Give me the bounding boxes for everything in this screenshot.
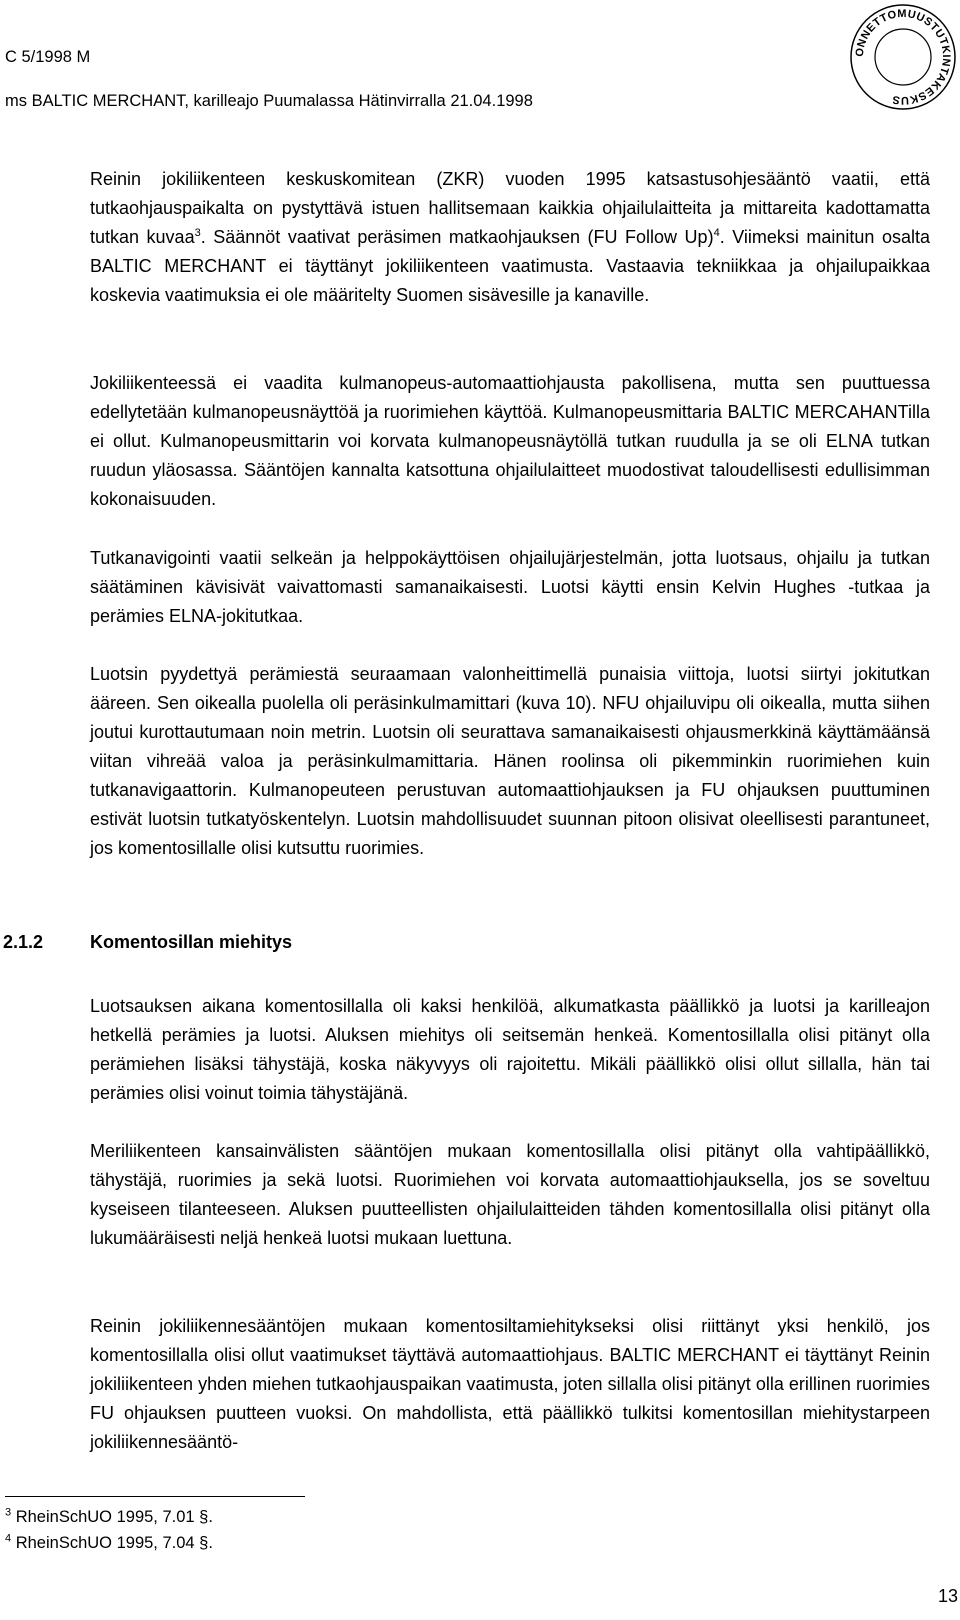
- onnettomuustutkintakeskus-seal-icon: [846, 0, 960, 114]
- page-number: 13: [937, 1586, 958, 1606]
- footnote-ref-4: 4: [713, 227, 720, 239]
- paragraph-international-rules: Meriliikenteen kansainvälisten sääntöjen mukaan komentosillalla olisi pitänyt olla vahtipäällikkö, tähystäjä, ruorimies ja sekä luotsi. Ruorimiehen voi korvata automaattiohjauksella, jos se soveltuu kyseiseen tilanteeseen. Aluksen puutteellisten ohjailulaitteiden tähden komentosillalla olisi pitänyt olla lukumääräisesti neljä henkeä luotsi mukaan luettuna.: [90, 1141, 930, 1248]
- paragraph-pilot-actions: Luotsin pyydettyä perämiestä seuraamaan valonheittimellä punaisia viittoja, luotsi siirtyi jokitutkan ääreen. Sen oikealla puolella oli peräsinkulmamittari (kuva 10). NFU ohjailuvipu oli oikealla, mutta siihen joutui kurottautumaan noin metrin. Luotsin oli seurattava samanaikaisesti ohjausmerkkinä käyttämäänsä viitan vihreää valoa ja peräsinkulmamittaria. Hänen roolinsa oli pikemminkin ruorimiehen kuin tutkanavigaattorin. Kulmanopeuteen perustuvan automaattiohjauksen ja FU ohjauksen puuttuminen estivät luotsin tutkatyöskentelyn. Luotsin mahdollisuudet suunnan pitoon olisivat oleellisesti parantuneet, jos komentosillalle olisi kutsuttu ruorimies.: [90, 664, 930, 858]
- footnote-4: $^4$ RheinSchUO 1995, 7.04 §.: [5, 1532, 213, 1552]
- paragraph-steering-requirements: Reinin jokiliikenteen keskuskomitean (ZKR) vuoden 1995 katsastusohjesääntö vaatii, että tutkaohjauspaikalta on pystyttävä istuen hallitsemaan kaikkia ohjailulaitteita ja mittareita kadottamatta tutkan kuvaa$^3$. Säännöt vaativat peräsimen matkaohjauksen (FU Follow Up)$^4$. Viimeksi mainitun osalta BALTIC MERCHANT ei täyttänyt jokiliikenteen vaatimusta. Vastaavia tekniikkaa ja ohjailupaikkaa koskevia vaatimuksia ei ole määritelty Suomen sisävesille ja kanaville.: [90, 169, 930, 305]
- report-subtitle: ms BALTIC MERCHANT, karilleajo Puumalassa Hätinvirralla 21.04.1998: [5, 92, 533, 110]
- report-id: C 5/1998 M: [5, 48, 91, 66]
- section-number: 2.1.2: [3, 932, 44, 952]
- paragraph-rhine-rules: Reinin jokiliikennesääntöjen mukaan komentosiltamiehitykseksi olisi riittänyt yksi henkilö, jos komentosillalla olisi ollut vaatimukset täyttävä automaattiohjaus. BALTIC MERCHANT ei täyttänyt Reinin jokiliikenteen yhden miehen tutkaohjauspaikan vaatimusta, joten sillalla olisi pitänyt olla erillinen ruorimies FU ohjauksen puutteen vuoksi. On mahdollista, että päällikkö tulkitsi komentosillan miehitystarpeen jokiliikennesääntö-: [90, 1316, 930, 1452]
- footnote-ref-3: 3: [194, 227, 201, 239]
- footnote-3: $^3$ RheinSchUO 1995, 7.01 §.: [5, 1506, 213, 1526]
- footnote-divider: [5, 1496, 305, 1497]
- section-title: Komentosillan miehitys: [90, 932, 293, 952]
- paragraph-radar-navigation: Tutkanavigointi vaatii selkeän ja helppokäyttöisen ohjailujärjestelmän, jotta luotsaus, ohjailu ja tutkan säätäminen kävisivät vaivattomasti samanaikaisesti. Luotsi käytti ensin Kelvin Hughes -tutkaa ja perämies ELNA-jokitutkaa.: [90, 548, 930, 626]
- paragraph-rate-of-turn: Jokiliikenteessä ei vaadita kulmanopeus-automaattiohjausta pakollisena, mutta sen puuttuessa edellytetään kulmanopeusnäyttöä ja ruorimiehen käyttöä. Kulmanopeusmittaria BALTIC MERCAHANTilla ei ollut. Kulmanopeusmittarin voi korvata kulmanopeusnäytöllä tutkan ruudulla ja se oli ELNA tutkan ruudun yläosassa. Sääntöjen kannalta katsottuna ohjailulaitteet muodostivat taloudellisesti edullisimman kokonaisuuden.: [90, 373, 930, 509]
- section-heading: [3, 932, 292, 953]
- paragraph-bridge-crew: Luotsauksen aikana komentosillalla oli kaksi henkilöä, alkumatkasta päällikkö ja luotsi ja karilleajon hetkellä perämies ja luotsi. Aluksen miehitys oli seitsemän henkeä. Komentosillalla olisi pitänyt olla perämiehen lisäksi tähystäjä, koska näkyvyys oli rajoitettu. Mikäli päällikkö olisi ollut sillalla, hän tai perämies olisi voinut toimia tähystäjänä.: [90, 996, 930, 1103]
- svg-text:ONNETTOMUUSTUTKINTAKESKUS: ONNETTOMUUSTUTKINTAKESKUS: [853, 7, 953, 107]
